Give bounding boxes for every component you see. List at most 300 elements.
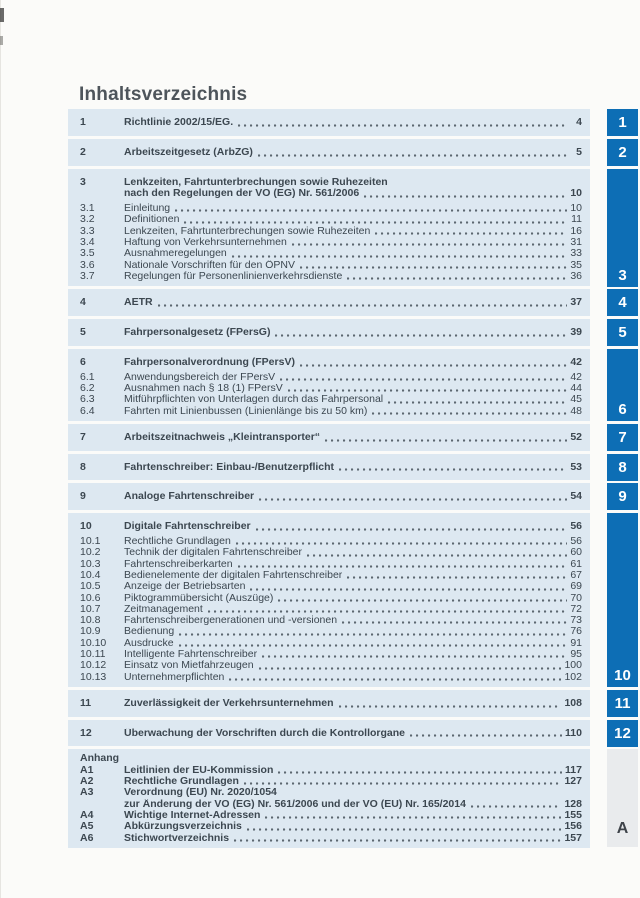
toc-leader-dots [247,828,562,831]
toc-row-3.3 [80,226,582,237]
toc-row-10.4 [80,570,582,581]
toc-entry-number: 9 [80,490,86,503]
toc-leader-dots [288,389,567,392]
toc-entry-line [124,787,582,798]
chapter-tab-9 [607,483,638,510]
toc-row-A2 [80,776,582,787]
toc-page-number: 10 [570,187,582,200]
toc-entry-line [124,357,582,369]
toc-leader-dots [179,644,567,647]
toc-entry-title: Fahrtenschreiberkarten [124,558,233,570]
toc-entry-line [124,462,582,474]
toc-entry-line [124,649,582,660]
toc-entry-lines [124,406,582,417]
toc-entry-line [124,117,582,129]
toc-entry-line [124,147,582,159]
toc-row-10.12 [80,660,582,671]
toc-leader-dots [232,255,567,258]
toc-leader-dots [307,554,567,557]
toc-entry-title: Leitlinien der EU-Kommission [124,764,274,776]
toc-entry-number: 10.8 [80,614,101,627]
toc-leader-dots [275,334,567,337]
toc-entry-number: 3.6 [80,258,95,271]
toc-page-number: 67 [570,568,582,581]
toc-row-9 [80,487,582,506]
toc-page-number: 110 [565,726,582,739]
toc-leader-dots [250,588,567,591]
toc-entry-lines [124,776,582,787]
toc-entry-number: 10.1 [80,535,101,548]
toc-entry-title: Regelungen für Personenlinienverkehrsdienste [124,270,343,282]
chapter-tab-11 [607,690,638,717]
toc-entry-lines [124,536,582,547]
toc-leader-dots [325,439,567,442]
toc-page-number: 31 [570,236,582,249]
toc-section-9 [68,483,590,510]
toc-page-number: 37 [570,296,582,309]
toc-entry-number: Anhang [80,752,120,765]
tab-label: 4 [618,294,627,311]
toc-entry-title: Fahrpersonalverordnung (FPersV) [124,356,295,368]
toc-row-2 [80,143,582,162]
toc-section-8 [68,454,590,481]
toc-row-10.11 [80,649,582,660]
toc-leader-dots [258,154,567,157]
toc-leader-dots [262,655,567,658]
toc-row-3.5 [80,248,582,259]
chapter-tab-A [607,749,638,847]
toc-entry-lines [124,833,582,844]
toc-section-5 [68,319,590,346]
toc-entry-number: A2 [80,775,94,788]
toc-entry-lines [124,581,582,592]
toc-page-number: 39 [570,326,582,339]
toc-leader-dots [292,243,567,246]
toc-section-A [68,749,590,847]
toc-content [68,85,590,851]
toc-row-A6 [80,833,582,844]
toc-entry-title: zur Änderung der VO (EG) Nr. 561/2006 und der VO (EU) Nr. 165/2014 [124,798,466,810]
toc-leader-dots [410,734,562,737]
toc-page-number: 127 [564,775,582,788]
toc-section-11 [68,690,590,717]
toc-row-3.2 [80,214,582,225]
toc-page-number: 42 [570,355,582,368]
toc-page-number: 35 [570,258,582,271]
toc-row-7 [80,428,582,447]
toc-section-4 [68,289,590,316]
toc-entry-number: 6.3 [80,393,95,406]
toc-entry-number: A4 [80,808,94,821]
toc-page-number: 108 [564,696,582,709]
toc-entry-lines [124,271,582,282]
toc-row-3.7 [80,271,582,282]
toc-entry-line [124,570,582,581]
toc-entry-lines [124,649,582,660]
chapter-tab-1 [607,109,638,136]
toc-entry-lines [124,491,582,503]
toc-entry-title: Ausnahmeregelungen [124,248,227,260]
toc-entry-lines [124,226,582,237]
toc-entry-line [124,372,582,383]
toc-entry-lines [124,203,582,214]
toc-leader-dots [244,782,562,785]
toc-leader-dots [471,805,562,808]
toc-page-number: 33 [570,247,582,260]
tab-label: 9 [618,488,627,505]
toc-entry-lines [124,626,582,637]
toc-leader-dots [229,678,561,681]
toc-entry-line [124,765,582,776]
toc-entry-lines [124,810,582,821]
toc-entry-line [124,810,582,821]
toc-section-10 [68,513,590,687]
scan-artifact [0,36,3,45]
toc-entry-number: 4 [80,296,86,309]
toc-page-number: 5 [576,145,582,158]
toc-row-10.8 [80,615,582,626]
toc-entry-title: Arbeitszeitgesetz (ArbZG) [124,146,253,158]
toc-entry-line [124,177,582,189]
toc-entry-lines [124,248,582,259]
toc-entry-title: Verordnung (EU) Nr. 2020/1054 [124,787,277,799]
toc-page-number: 95 [570,648,582,660]
toc-leader-dots [259,667,562,670]
toc-entry-lines [124,260,582,271]
toc-page-number: 16 [570,224,582,237]
toc-entry-title: Stichwortverzeichnis [124,832,230,844]
toc-entry-title: Fahrtenschreiber: Einbau-/Benutzerpflicht [124,461,335,473]
toc-entry-line [124,521,582,533]
toc-page-number: 69 [570,580,582,593]
toc-entry-number: 10.5 [80,580,101,593]
tab-label: 10 [614,667,631,684]
toc-entry-lines [124,787,582,810]
toc-entry-line [124,432,582,444]
toc-page-number: 157 [564,831,582,844]
toc-entry-number: 10.10 [80,636,107,649]
toc-entry-number: 3.4 [80,236,95,249]
toc-row-12 [80,724,582,743]
toc-entry-title: Anwendungsbereich der FPersV [124,371,276,383]
toc-row-10.1 [80,536,582,547]
toc-row-10.9 [80,626,582,637]
toc-entry-line [124,491,582,503]
toc-row-6.4 [80,406,582,417]
toc-row-10.5 [80,581,582,592]
toc-page-number: 61 [570,557,582,570]
toc-row-6 [80,353,582,372]
toc-entry-line [124,248,582,259]
toc-entry-lines [124,394,582,405]
toc-entry-line [124,203,582,214]
toc-row-6.1 [80,372,582,383]
chapter-tab-5 [607,319,638,346]
toc-row-3.6 [80,260,582,271]
toc-entry-lines [124,559,582,570]
toc-entry-lines [124,177,582,201]
toc-leader-dots [300,266,567,269]
toc-entry-title: Fahrten mit Linienbussen (Linienlänge bis zu 50 km) [124,405,368,417]
toc-page-number: 53 [570,460,582,473]
toc-entry-number: 8 [80,460,86,473]
toc-leader-dots [372,412,567,415]
toc-page-number: 36 [570,269,582,282]
toc-page-number: 100 [564,659,582,672]
toc-entry-number: 3.7 [80,269,95,282]
toc-page-number: 91 [570,636,582,649]
toc-row-3.4 [80,237,582,248]
toc-leader-dots [236,542,567,545]
toc-page-number: 102 [564,670,582,683]
tab-label: 3 [618,267,627,284]
toc-entry-number: 10 [80,520,92,533]
toc-entry-title: Mitführpflichten von Unterlagen durch das Fahrpersonal [124,394,384,406]
toc-entry-title: Ausdrucke [124,637,174,649]
toc-entry-title: Lenkzeiten, Fahrtunterbrechungen sowie Ruhezeiten [124,225,371,237]
toc-entry-title: Unternehmerpflichten [124,671,225,683]
toc-entry-lines [124,593,582,604]
toc-row-5 [80,323,582,342]
toc-entry-title: Fahrpersonalgesetz (FPersG) [124,327,271,339]
chapter-tab-6 [607,349,638,421]
chapter-tab-12 [607,720,638,747]
toc-entry-number: 12 [80,726,92,739]
toc-entry-lines [124,372,582,383]
toc-section-12 [68,720,590,747]
toc-entry-title: Einleitung [124,203,171,215]
tab-label: A [616,820,629,837]
toc-row-10.13 [80,672,582,683]
page-edge-line [0,0,1,898]
toc-leader-dots [184,221,567,224]
toc-entry-number: 6.2 [80,381,95,394]
toc-entry-number: 6.1 [80,370,95,383]
toc-page-number: 117 [565,763,582,776]
toc-entry-number: 10.4 [80,568,101,581]
toc-page-number: 45 [570,393,582,406]
toc-entry-number: 10.9 [80,625,101,638]
toc-row-10.3 [80,559,582,570]
toc-entry-title: Digitale Fahrtenschreiber [124,521,251,533]
toc-leader-dots [388,401,567,404]
toc-entry-lines [124,521,582,533]
toc-page-number: 4 [576,116,582,128]
toc-row-11 [80,694,582,713]
toc-entry-title: Richtlinie 2002/15/EG. [124,117,234,128]
toc-row-10.7 [80,604,582,615]
toc-entry-number: 6 [80,355,86,368]
tab-label: 6 [618,401,627,418]
tab-label: 5 [618,324,627,341]
toc-row-A5 [80,821,582,832]
toc-leader-dots [175,209,567,212]
toc-entry-line [124,581,582,592]
toc-entry-title: nach den Regelungen der VO (EG) Nr. 561/2006 [124,188,360,200]
tab-label: 11 [614,695,631,712]
toc-entry-line [124,698,582,710]
toc-section-3 [68,169,590,287]
scan-artifact [0,8,4,22]
toc-row-10.10 [80,638,582,649]
toc-entry-line [124,604,582,615]
chapter-tab-7 [607,424,638,451]
toc-entry-line [124,799,582,810]
toc-entry-title: Intelligente Fahrtenschreiber [124,649,258,660]
toc-section-7 [68,424,590,451]
toc-page-number: 42 [570,370,582,383]
toc-entry-lines [124,660,582,671]
toc-entry-line [124,776,582,787]
toc-entry-lines [124,383,582,394]
chapter-tab-3 [607,169,638,287]
toc-entry-number: 10.7 [80,602,101,615]
toc-entry-title: AETR [124,297,153,309]
toc-entry-title: Abkürzungsverzeichnis [124,821,242,833]
toc-page-number: 73 [570,614,582,627]
tab-label: 7 [618,429,627,446]
toc-row-1 [80,113,582,132]
toc-entry-line [124,188,582,200]
toc-entry-line [124,536,582,547]
toc-row-6.3 [80,394,582,405]
toc-entry-number: 3.5 [80,247,95,260]
toc-leader-dots [339,468,567,471]
toc-entry-number: 10.3 [80,557,101,570]
toc-section-1 [68,109,590,136]
toc-entry-lines [124,728,582,740]
toc-entry-lines [124,357,582,369]
toc-page-number: 70 [570,591,582,604]
chapter-tab-2 [607,139,638,166]
toc-entry-number: 5 [80,326,86,339]
toc-entry-lines [124,615,582,626]
toc-entry-number: 3.2 [80,213,95,226]
toc-leader-dots [347,277,567,280]
toc-entry-line [124,833,582,844]
toc-entry-lines [124,698,582,710]
toc-entry-lines [124,297,582,309]
toc-leader-dots [280,378,567,381]
toc-entry-number: 10.6 [80,591,101,604]
toc-entry-title: Ausnahmen nach § 18 (1) FPersV [124,382,283,394]
toc-page-number: 56 [570,535,582,548]
toc-entry-title: Wichtige Internet-Adressen [124,809,261,821]
toc-entry-title: Haftung von Verkehrsunternehmen [124,237,287,249]
toc-entry-line [124,394,582,405]
toc-entry-line [124,237,582,248]
toc-entry-line [124,226,582,237]
toc-entry-lines [124,462,582,474]
toc-entry-number: 10.11 [80,648,106,660]
toc-leader-dots [179,633,567,636]
toc-leader-dots [375,232,567,235]
toc-entry-lines [124,638,582,649]
toc-entry-line [124,593,582,604]
toc-page-number: 54 [570,490,582,503]
toc-leader-dots [238,124,567,127]
toc-entry-title: Piktogrammübersicht (Auszüge) [124,592,274,604]
toc-entry-line [124,260,582,271]
toc-page-number: 48 [570,404,582,417]
toc-page-number: 44 [570,381,582,394]
toc-entry-line [124,406,582,417]
toc-entry-title: Zuverlässigkeit der Verkehrsunternehmen [124,697,334,709]
toc-leader-dots [278,599,567,602]
toc-entry-number: A3 [80,786,94,799]
toc-entry-line [124,547,582,558]
toc-row-8 [80,458,582,477]
toc-entry-title: Überwachung der Vorschriften durch die Kontrollorgane [124,727,406,739]
toc-row-6.2 [80,383,582,394]
toc-entry-title: Definitionen [124,214,180,226]
tab-label: 1 [618,114,627,131]
toc-entry-number: A1 [80,763,94,776]
toc-entry-title: Rechtliche Grundlagen [124,776,239,788]
toc-page-number: 155 [564,808,582,821]
toc-row-A4 [80,810,582,821]
toc-page-number: 128 [564,797,582,810]
toc-entry-lines [124,237,582,248]
toc-entry-line [124,214,582,225]
toc-entry-title: Arbeitszeitnachweis „Kleintransporter“ [124,431,321,443]
toc-entry-line [124,383,582,394]
toc-entry-line [124,327,582,339]
toc-entry-number: 7 [80,430,86,443]
toc-entry-number: 3.3 [80,224,95,237]
toc-section-2 [68,139,590,166]
toc-row-10.2 [80,547,582,558]
toc-entry-line [124,615,582,626]
toc-entry-title: Lenkzeiten, Fahrtunterbrechungen sowie Ruhezeiten [124,176,388,188]
toc-entry-number: 11 [80,696,92,709]
toc-entry-line [124,638,582,649]
toc-entry-lines [124,604,582,615]
toc-leader-dots [278,771,562,774]
toc-entry-lines [124,117,582,129]
toc-leader-dots [158,304,567,307]
toc-page-number: 156 [564,820,582,833]
toc-page-number: 11 [571,213,582,226]
toc-page-number: 76 [570,625,582,638]
toc-row-10.6 [80,593,582,604]
toc-entry-lines [124,327,582,339]
toc-entry-line [124,297,582,309]
toc-page-number: 52 [570,430,582,443]
page-title: Inhaltsverzeichnis [79,84,248,105]
toc-entry-number: 3 [80,175,86,188]
toc-entry-lines [124,432,582,444]
toc-row-4 [80,293,582,312]
toc-entry-lines [124,765,582,776]
toc-entry-number: 2 [80,145,86,158]
toc-entry-lines [124,214,582,225]
toc-row-A1 [80,765,582,776]
toc-entry-title: Einsatz von Mietfahrzeugen [124,660,254,672]
toc-entry-lines [124,672,582,683]
toc-row-Anhang [80,753,582,764]
toc-entry-number: 1 [80,116,86,128]
toc-entry-title: Rechtliche Grundlagen [124,536,231,548]
toc-leader-dots [238,565,567,568]
chapter-tab-8 [607,454,638,481]
toc-leader-dots [265,816,561,819]
toc-entry-title: Bedienung [124,626,175,638]
toc-leader-dots [300,364,567,367]
toc-entry-number: 10.12 [80,659,107,672]
toc-row-A3 [80,787,582,810]
chapter-tab-10 [607,513,638,687]
